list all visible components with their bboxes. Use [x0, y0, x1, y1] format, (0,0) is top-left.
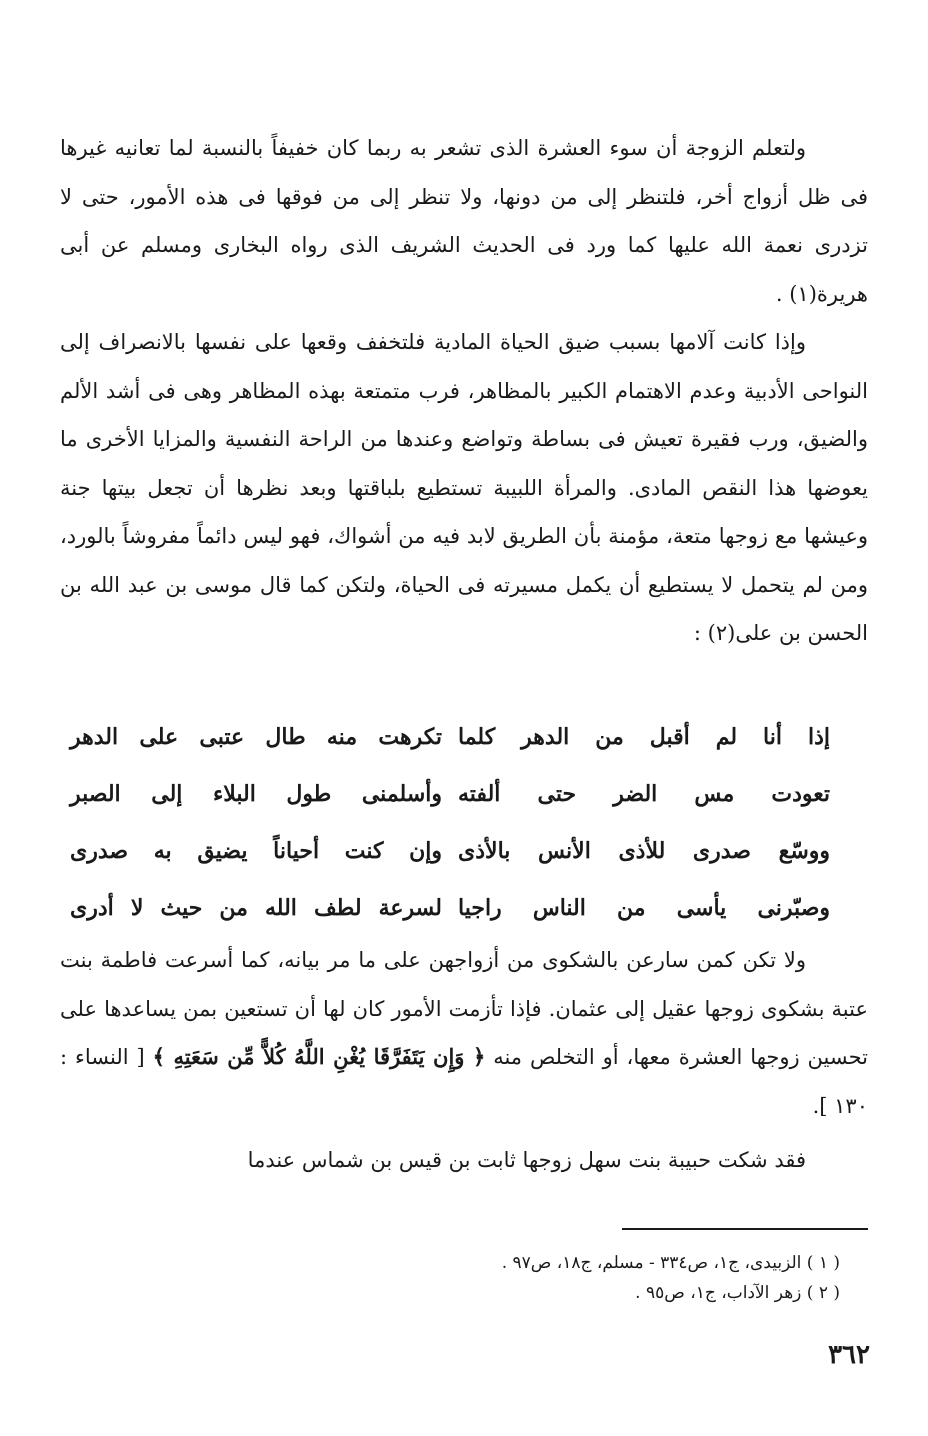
paragraph-3 [60, 936, 868, 1130]
page-number: ٣٦٢ [828, 1340, 870, 1370]
paragraph-4: فقد شكت حبيبة بنت سهل زوجها ثابت بن قيس بن شماس عندما [247, 1148, 806, 1172]
paragraph-3-text: ولا تكن كمن سارعن بالشكوى من أزواجهن على ما مر بيانه، كما أسرعت فاطمة بنت عتبة بشكوى زوجها عقيل إلى عثمان. فإذا تأزمت الأمور كان لها أن تستعين بمن يساعدها على تحسين زوجها العشرة معها، أو التخلص منه [60, 948, 868, 1069]
verse-first-hemistich: إذا أنا لم أقبل من الدهر كلما [458, 723, 830, 750]
verse-line [70, 879, 830, 936]
verse-first-hemistich: ووسّع صدرى للأذى الأنس بالأذى [458, 837, 830, 864]
verse-first-hemistich: تعودت مس الضر حتى ألفته [458, 780, 830, 807]
footnotes [300, 1248, 840, 1308]
poem [70, 708, 830, 936]
verse-second-hemistich: وأسلمنى طول البلاء إلى الصبر [70, 780, 442, 807]
paragraph-1: ولتعلم الزوجة أن سوء العشرة الذى تشعر به ربما كان خفيفاً بالنسبة لما تعانيه غيرها فى ظل أزواج أخر، فلتنظر إلى من دونها، ولا تنظر إلى من فوقها فى هذه الأمور، حتى لا تزدرى نعمة الله عليها كما ورد فى الحديث الشريف الذى رواه البخارى ومسلم عن أبى هريرة(١) . [60, 136, 868, 306]
quran-citation: [ النساء : ١٣٠ ]. [60, 1045, 868, 1118]
verse-line [70, 708, 830, 765]
paragraph-2: وإذا كانت آلامها بسبب ضيق الحياة المادية فلتخفف وقعها على نفسها بالانصراف إلى النواحى الأدبية وعدم الاهتمام الكبير بالمظاهر، فرب متمتعة بهذه المظاهر وهى فى أشد الألم والضيق، ورب فقيرة تعيش فى بساطة وتواضع وعندها من الراحة النفسية والمزايا الأخرى ما يعوضها هذا النقص المادى. والمرأة اللبيبة تستطيع بلباقتها وبعد نظرها أن تجعل بيتها جنة وعيشها مع زوجها متعة، مؤمنة بأن الطريق لابد فيه من أشواك، فهو ليس دائماً مفروشاً بالورد، ومن لم يتحمل لا يستطيع أن يكمل مسيرته فى الحياة، ولتكن كما قال موسى بن عبد الله بن الحسن بن على(٢) : [60, 330, 868, 645]
verse-line [70, 822, 830, 879]
footnote-1: ( ١ ) الزبيدى، ج١، ص٣٣٤ - مسلم، ج١٨، ص٩٧ . [501, 1253, 840, 1273]
footnote-2: ( ٢ ) زهر الآداب، ج١، ص٩٥ . [635, 1283, 840, 1303]
verse-line [70, 765, 830, 822]
verse-second-hemistich: تكرهت منه طال عتبى على الدهر [70, 723, 442, 750]
verse-second-hemistich: لسرعة لطف الله من حيث لا أدرى [70, 894, 442, 921]
verse-first-hemistich: وصبّرنى يأسى من الناس راجيا [458, 894, 830, 921]
quran-verse: ﴿ وَإِن يَتَفَرَّقَا يُغْنِ اللَّهُ كُلاًّ مِّن سَعَتِهِ ﴾ [152, 1044, 486, 1069]
footnote-divider [622, 1228, 868, 1230]
verse-second-hemistich: وإن كنت أحياناً يضيق به صدرى [70, 837, 442, 864]
